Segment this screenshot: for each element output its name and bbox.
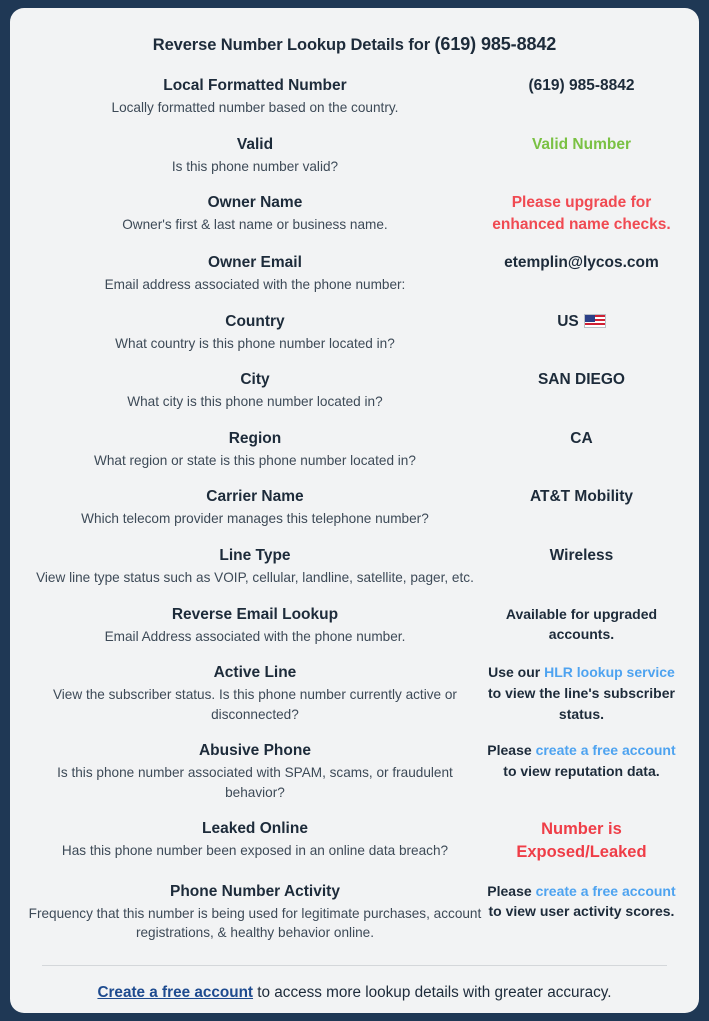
row-value-cell — [482, 604, 681, 663]
row-label-cell — [28, 818, 482, 880]
row-value-cell — [482, 545, 681, 604]
row-label-cell — [28, 662, 482, 740]
row-label: Owner Name — [207, 194, 303, 212]
table-row — [28, 134, 681, 193]
row-label: Local Formatted Number — [163, 77, 347, 94]
row-value — [482, 881, 681, 922]
row-value — [482, 662, 681, 724]
row-value: Valid Number — [531, 135, 631, 153]
row-label: Carrier Name — [206, 488, 304, 506]
page-title-prefix: Reverse Number Lookup Details for — [152, 36, 435, 54]
table-row — [28, 662, 681, 740]
row-value-cell — [482, 134, 681, 193]
value-link[interactable]: create a free account — [535, 742, 676, 759]
row-value: etemplin@lycos.com — [504, 254, 659, 272]
footer-cta-text: to access more lookup details with greater accuracy. — [253, 983, 612, 1001]
country-code: US — [557, 312, 579, 330]
row-label-cell — [28, 252, 482, 311]
value-text: to view user activity scores. — [488, 903, 675, 920]
table-row — [28, 252, 681, 311]
row-value-cell — [482, 881, 681, 959]
row-value: Number is Exposed/Leaked — [516, 820, 647, 862]
row-description: Frequency that this number is being used for legitimate purchases, account registrations, & healthy behavior online. — [28, 905, 482, 941]
row-label: Line Type — [219, 546, 291, 564]
row-value-cell — [482, 311, 681, 370]
table-row — [28, 818, 681, 880]
table-row — [28, 428, 681, 487]
row-label-cell — [28, 486, 482, 545]
table-row — [28, 192, 681, 252]
table-row — [28, 311, 681, 370]
row-description: What region or state is this phone number located in? — [94, 452, 416, 468]
row-description: Email address associated with the phone number: — [104, 277, 406, 293]
page-title-number: (619) 985-8842 — [434, 34, 557, 54]
row-label-cell — [28, 881, 482, 959]
us-flag-icon — [584, 314, 606, 328]
value-text: to view reputation data. — [503, 762, 660, 779]
row-description: Is this phone number associated with SPAM, scams, or fraudulent behavior? — [57, 765, 453, 800]
row-value: AT&T Mobility — [529, 488, 633, 506]
row-label: Valid — [236, 135, 274, 153]
row-description: View line type status such as VOIP, cellular, landline, satellite, pager, etc. — [36, 569, 474, 585]
row-value-cell — [482, 486, 681, 545]
row-value: Please upgrade for enhanced name checks. — [492, 194, 671, 234]
row-label: Abusive Phone — [198, 742, 311, 760]
row-value-cell — [482, 252, 681, 311]
table-row — [28, 545, 681, 604]
table-row — [28, 369, 681, 428]
row-value-cell — [482, 75, 681, 134]
page-title — [28, 34, 681, 55]
row-label: Active Line — [213, 664, 297, 682]
row-label: City — [240, 371, 270, 389]
row-description: Is this phone number valid? — [171, 158, 339, 174]
row-value: (619) 985-8842 — [528, 77, 635, 94]
table-row — [28, 486, 681, 545]
row-description: Which telecom provider manages this telephone number? — [81, 511, 429, 527]
row-value-cell — [482, 740, 681, 818]
row-description: What city is this phone number located in? — [127, 394, 383, 410]
value-text: Please — [487, 882, 536, 899]
row-label: Phone Number Activity — [169, 882, 340, 900]
row-label-cell — [28, 545, 482, 604]
table-row — [28, 881, 681, 959]
table-row — [28, 604, 681, 663]
value-text: Please — [487, 742, 536, 759]
value-link[interactable]: HLR lookup service — [544, 664, 675, 681]
row-label-cell — [28, 75, 482, 134]
lookup-details-table — [28, 75, 681, 959]
row-value-cell — [482, 428, 681, 487]
row-label: Reverse Email Lookup — [171, 605, 339, 623]
row-description: What country is this phone number located in? — [115, 335, 395, 351]
row-value — [482, 311, 681, 333]
value-text: Use our — [488, 664, 545, 681]
row-label: Leaked Online — [201, 820, 308, 838]
row-value: Wireless — [549, 546, 614, 564]
row-value-cell — [482, 662, 681, 740]
row-value-cell — [482, 818, 681, 880]
row-value — [482, 740, 681, 781]
value-text: to view the line's subscriber status. — [487, 684, 675, 722]
row-label: Region — [228, 429, 282, 447]
footer-cta — [28, 966, 681, 1011]
row-value-cell — [482, 369, 681, 428]
row-label-cell — [28, 740, 482, 818]
row-value: SAN DIEGO — [537, 371, 625, 389]
row-label-cell — [28, 311, 482, 370]
row-description: Has this phone number been exposed in an online data breach? — [61, 843, 449, 859]
row-label-cell — [28, 369, 482, 428]
row-description: View the subscriber status. Is this phone number currently active or disconnected? — [52, 687, 457, 722]
row-description: Email Address associated with the phone number. — [104, 628, 406, 644]
lookup-details-card — [10, 8, 699, 1013]
row-value: CA — [570, 429, 593, 447]
row-value-cell — [482, 192, 681, 252]
row-label-cell — [28, 428, 482, 487]
row-label: Owner Email — [208, 254, 302, 272]
row-label-cell — [28, 192, 482, 252]
value-link[interactable]: create a free account — [535, 882, 676, 899]
row-description: Owner's first & last name or business name. — [122, 217, 388, 233]
row-value: Available for upgraded accounts. — [505, 605, 658, 643]
create-free-account-link[interactable]: Create a free account — [97, 983, 254, 1001]
table-row — [28, 740, 681, 818]
row-label-cell — [28, 604, 482, 663]
row-label: Country — [225, 312, 285, 330]
row-description: Locally formatted number based on the country. — [111, 100, 399, 115]
row-label-cell — [28, 134, 482, 193]
table-row — [28, 75, 681, 134]
